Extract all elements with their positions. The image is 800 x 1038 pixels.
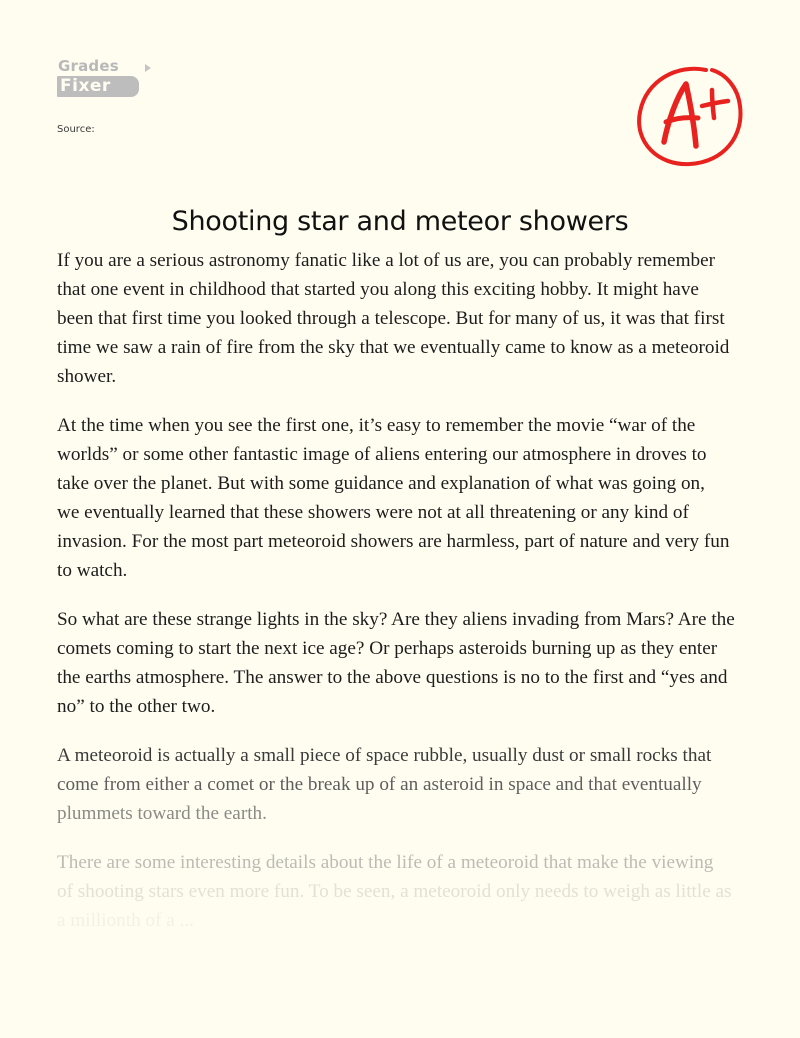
text-line: shower. — [57, 366, 117, 387]
play-arrow-icon — [145, 64, 151, 72]
text-line: worlds” or some other fantastic image of aliens entering our atmosphere in droves to — [57, 444, 707, 465]
text-line: If you are a serious astronomy fanatic like a lot of us are, you can probably remember — [57, 250, 715, 271]
paragraph-3 — [57, 605, 757, 721]
text-line: come from either a comet or the break up of an asteroid in space and that eventually — [57, 774, 702, 795]
text-line: to watch. — [57, 560, 128, 581]
source-label: Source: — [57, 124, 95, 135]
text-line: So what are these strange lights in the sky? Are they aliens invading from Mars? Are the — [57, 609, 735, 630]
paragraph-5-faded — [57, 848, 757, 935]
paragraph-2 — [57, 411, 757, 585]
text-line: a millionth of a ... — [57, 910, 194, 931]
logo-badge — [57, 76, 139, 97]
text-line: time we saw a rain of fire from the sky that we eventually came to know as a meteoroid — [57, 337, 730, 358]
text-line: comets coming to start the next ice age? Or perhaps asteroids burning up as they enter — [57, 638, 718, 659]
paragraph-4 — [57, 741, 757, 828]
paragraph-1 — [57, 246, 757, 391]
text-line: plummets toward the earth. — [57, 803, 267, 824]
text-line: of shooting stars even more fun. To be seen, a meteoroid only needs to weigh as little as — [57, 881, 732, 902]
document-body — [57, 246, 757, 955]
text-line: At the time when you see the first one, it’s easy to remember the movie “war of the — [57, 415, 696, 436]
text-line: been that first time you looked through a telescope. But for many of us, it was that first — [57, 308, 725, 329]
text-line: that one event in childhood that started you along this exciting hobby. It might have — [57, 279, 699, 300]
text-line: we eventually learned that these showers were not at all threatening or any kind of — [57, 502, 689, 523]
text-line: the earths atmosphere. The answer to the above questions is no to the first and “yes and — [57, 667, 728, 688]
text-line: no” to the other two. — [57, 696, 216, 717]
text-line: take over the planet. But with some guidance and explanation of what was going on, — [57, 473, 705, 494]
a-plus-circle-icon — [628, 62, 748, 172]
logo-text-grades: Grades — [58, 57, 119, 75]
text-line: There are some interesting details about the life of a meteoroid that make the viewing — [57, 852, 714, 873]
document-title: Shooting star and meteor showers — [171, 206, 629, 238]
logo-text-fixer: Fixer — [60, 76, 111, 96]
gradesfixer-logo[interactable] — [57, 58, 157, 102]
text-line: A meteoroid is actually a small piece of space rubble, usually dust or small rocks that — [57, 745, 712, 766]
text-line: invasion. For the most part meteoroid showers are harmless, part of nature and very fun — [57, 531, 730, 552]
